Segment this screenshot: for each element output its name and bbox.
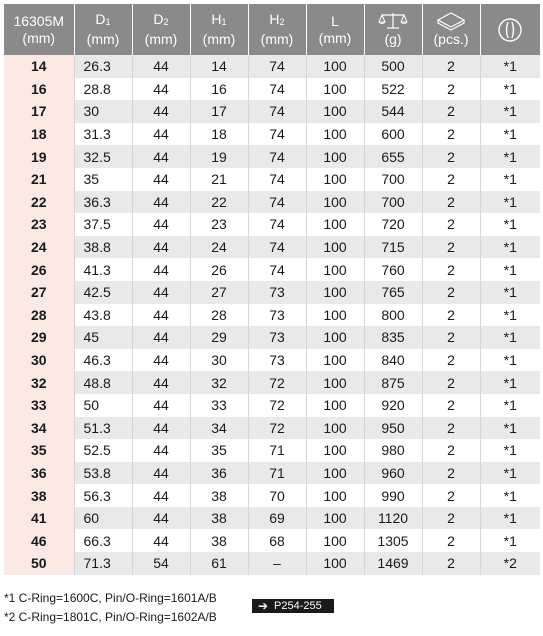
cell-d2: 44 [132,529,190,552]
cell-d1: 37.5 [74,213,132,236]
cell-ring: *1 [480,304,540,327]
cell-d2: 44 [132,439,190,462]
header-label [4,13,74,30]
cell-weight: 655 [364,145,422,168]
cell-d2: 44 [132,55,190,78]
cell-h1: 35 [190,439,248,462]
cell-weight: 950 [364,417,422,440]
cell-l: 100 [306,529,364,552]
cell-h1: 27 [190,281,248,304]
cell-weight: 700 [364,191,422,214]
cell-ring: *1 [480,236,540,259]
cell-d2: 44 [132,281,190,304]
cell-d2: 44 [132,168,190,191]
header-quantity [422,4,480,55]
cell-h1: 18 [190,123,248,146]
table-row [4,236,540,259]
cell-ring: *1 [480,417,540,440]
header-ring [480,4,540,55]
footnotes [4,589,217,627]
table-row [4,326,540,349]
table-row [4,191,540,214]
cell-l: 100 [306,439,364,462]
cell-quantity: 2 [422,78,480,101]
cell-h1: 14 [190,55,248,78]
cell-d2: 44 [132,371,190,394]
header-unit: (mm) [202,31,236,47]
cell-size: 22 [4,191,74,214]
table-row [4,168,540,191]
cell-h2: 73 [248,281,306,304]
cell-size: 36 [4,462,74,485]
cell-h1: 16 [190,78,248,101]
cell-h2: 71 [248,462,306,485]
cell-weight: 720 [364,213,422,236]
cell-l: 100 [306,394,364,417]
cell-d2: 44 [132,191,190,214]
cell-weight: 600 [364,123,422,146]
table-row [4,462,540,485]
cell-size: 24 [4,236,74,259]
cell-ring: *1 [480,191,540,214]
cell-l: 100 [306,191,364,214]
cell-size: 33 [4,394,74,417]
cell-ring: *1 [480,484,540,507]
cell-d1: 60 [74,507,132,530]
table-row [4,371,540,394]
cell-weight: 835 [364,326,422,349]
cell-size: 21 [4,168,74,191]
table-row [4,349,540,372]
header-unit: (mm) [144,31,178,47]
cell-ring: *1 [480,78,540,101]
cell-quantity: 2 [422,371,480,394]
cell-l: 100 [306,236,364,259]
cell-weight: 875 [364,371,422,394]
cell-d2: 44 [132,507,190,530]
cell-h1: 61 [190,552,248,575]
table-row [4,123,540,146]
cell-ring: *1 [480,213,540,236]
cell-l: 100 [306,55,364,78]
cell-d2: 44 [132,484,190,507]
cell-ring: *1 [480,55,540,78]
cell-l: 100 [306,258,364,281]
cell-d1: 35 [74,168,132,191]
cell-h2: 74 [248,55,306,78]
cell-d1: 41.3 [74,258,132,281]
cell-size: 41 [4,507,74,530]
cell-quantity: 2 [422,100,480,123]
header-h1 [190,4,248,55]
cell-weight: 960 [364,462,422,485]
header-subscript: 2 [163,17,169,27]
table-row [4,417,540,440]
cell-d2: 44 [132,417,190,440]
cell-l: 100 [306,100,364,123]
cell-quantity: 2 [422,484,480,507]
table-row [4,78,540,101]
cell-size: 50 [4,552,74,575]
header-label [191,11,248,31]
cell-h1: 29 [190,326,248,349]
cell-h2: 74 [248,100,306,123]
table-row [4,100,540,123]
cell-size: 27 [4,281,74,304]
header-subscript: 1 [221,17,227,27]
cell-d1: 66.3 [74,529,132,552]
cell-h2: 74 [248,78,306,101]
cell-l: 100 [306,349,364,372]
cell-weight: 765 [364,281,422,304]
cell-ring: *1 [480,371,540,394]
cell-quantity: 2 [422,191,480,214]
cell-size: 35 [4,439,74,462]
cell-d1: 38.8 [74,236,132,259]
ring-pin-icon [481,17,541,43]
header-main: D [95,11,106,27]
cell-ring: *1 [480,462,540,485]
cell-h1: 33 [190,394,248,417]
header-weight [364,4,422,55]
cell-d2: 44 [132,462,190,485]
cell-l: 100 [306,507,364,530]
cell-quantity: 2 [422,236,480,259]
header-subscript: 1 [105,17,111,27]
page-reference-label: P254-255 [274,600,322,612]
cell-ring: *1 [480,145,540,168]
cell-h1: 38 [190,507,248,530]
table-row [4,552,540,575]
cell-size: 26 [4,258,74,281]
cell-size: 29 [4,326,74,349]
cell-ring: *1 [480,439,540,462]
cell-ring: *1 [480,326,540,349]
cell-h2: 72 [248,417,306,440]
table-row [4,529,540,552]
cell-size: 19 [4,145,74,168]
cell-ring: *1 [480,507,540,530]
cell-weight: 1469 [364,552,422,575]
cell-h2: 72 [248,371,306,394]
cell-ring: *1 [480,258,540,281]
cell-ring: *1 [480,168,540,191]
cell-ring: *1 [480,281,540,304]
cell-d1: 42.5 [74,281,132,304]
cell-d2: 44 [132,258,190,281]
cell-quantity: 2 [422,55,480,78]
header-l [306,4,364,55]
cell-ring: *2 [480,552,540,575]
cell-h1: 38 [190,484,248,507]
cell-quantity: 2 [422,349,480,372]
header-unit: (mm) [318,29,352,46]
cell-d2: 54 [132,552,190,575]
cell-size: 38 [4,484,74,507]
cell-l: 100 [306,371,364,394]
header-label [75,11,132,31]
cell-d2: 44 [132,123,190,146]
spec-table [4,4,540,575]
cell-size: 32 [4,371,74,394]
cell-d1: 36.3 [74,191,132,214]
cell-d1: 50 [74,394,132,417]
cell-d2: 44 [132,78,190,101]
cell-quantity: 2 [422,168,480,191]
package-icon [423,11,480,31]
cell-d1: 51.3 [74,417,132,440]
page-reference[interactable] [252,599,334,613]
arrow-right-icon: ➔ [257,599,269,613]
cell-h1: 36 [190,462,248,485]
cell-weight: 715 [364,236,422,259]
header-unit: (pcs.) [433,31,469,47]
header-size [4,4,74,55]
table-row [4,394,540,417]
cell-weight: 760 [364,258,422,281]
cell-h2: 74 [248,123,306,146]
cell-weight: 500 [364,55,422,78]
cell-ring: *1 [480,394,540,417]
cell-l: 100 [306,484,364,507]
cell-h1: 17 [190,100,248,123]
cell-d1: 56.3 [74,484,132,507]
cell-h1: 22 [190,191,248,214]
cell-d2: 44 [132,349,190,372]
cell-l: 100 [306,552,364,575]
cell-l: 100 [306,213,364,236]
cell-size: 16 [4,78,74,101]
cell-weight: 840 [364,349,422,372]
cell-d2: 44 [132,236,190,259]
cell-quantity: 2 [422,304,480,327]
cell-l: 100 [306,168,364,191]
cell-quantity: 2 [422,439,480,462]
footnote-1: *1 C-Ring=1600C, Pin/O-Ring=1601A/B [4,591,217,605]
table-row [4,439,540,462]
header-unit: (mm) [22,29,56,46]
cell-quantity: 2 [422,462,480,485]
cell-size: 34 [4,417,74,440]
cell-l: 100 [306,281,364,304]
header-h2 [248,4,306,55]
cell-h1: 34 [190,417,248,440]
cell-weight: 800 [364,304,422,327]
cell-h2: 69 [248,507,306,530]
cell-h1: 38 [190,529,248,552]
cell-ring: *1 [480,100,540,123]
cell-weight: 522 [364,78,422,101]
cell-l: 100 [306,417,364,440]
cell-h2: 74 [248,258,306,281]
cell-weight: 980 [364,439,422,462]
cell-quantity: 2 [422,417,480,440]
cell-l: 100 [306,326,364,349]
cell-ring: *1 [480,529,540,552]
cell-d1: 46.3 [74,349,132,372]
cell-quantity: 2 [422,326,480,349]
cell-quantity: 2 [422,258,480,281]
header-subscript: 2 [279,17,285,27]
table-row [4,258,540,281]
cell-size: 30 [4,349,74,372]
cell-d1: 71.3 [74,552,132,575]
cell-weight: 700 [364,168,422,191]
cell-quantity: 2 [422,281,480,304]
cell-weight: 1305 [364,529,422,552]
cell-h2: 73 [248,349,306,372]
cell-quantity: 2 [422,394,480,417]
cell-h2: 74 [248,191,306,214]
header-label [307,13,364,30]
cell-d1: 28.8 [74,78,132,101]
table-row [4,507,540,530]
cell-d1: 53.8 [74,462,132,485]
cell-size: 28 [4,304,74,327]
cell-h2: 74 [248,145,306,168]
header-unit: (g) [384,31,402,47]
header-label [133,11,190,31]
cell-quantity: 2 [422,507,480,530]
cell-quantity: 2 [422,123,480,146]
cell-weight: 920 [364,394,422,417]
cell-h1: 21 [190,168,248,191]
table-row [4,304,540,327]
table-row [4,213,540,236]
header-unit: (mm) [86,31,120,47]
cell-h1: 28 [190,304,248,327]
cell-d1: 30 [74,100,132,123]
cell-d1: 32.5 [74,145,132,168]
cell-h1: 19 [190,145,248,168]
cell-size: 18 [4,123,74,146]
table-body [4,55,540,575]
cell-h1: 24 [190,236,248,259]
cell-h2: 74 [248,168,306,191]
cell-l: 100 [306,304,364,327]
header-row [4,4,540,55]
cell-ring: *1 [480,123,540,146]
cell-d2: 44 [132,326,190,349]
table-row [4,281,540,304]
cell-size: 46 [4,529,74,552]
cell-h2: – [248,552,306,575]
cell-l: 100 [306,462,364,485]
cell-d2: 44 [132,394,190,417]
cell-h2: 73 [248,304,306,327]
footnote-2: *2 C-Ring=1801C, Pin/O-Ring=1602A/B [4,610,217,624]
cell-h2: 70 [248,484,306,507]
cell-h2: 73 [248,326,306,349]
cell-h1: 26 [190,258,248,281]
cell-d2: 44 [132,304,190,327]
header-main: H [211,11,222,27]
cell-weight: 1120 [364,507,422,530]
scale-icon [365,11,422,31]
header-main: 16305M [13,12,65,29]
cell-quantity: 2 [422,529,480,552]
cell-d1: 43.8 [74,304,132,327]
cell-d1: 45 [74,326,132,349]
cell-l: 100 [306,145,364,168]
table-row [4,55,540,78]
table-row [4,145,540,168]
header-d1 [74,4,132,55]
cell-size: 23 [4,213,74,236]
cell-l: 100 [306,123,364,146]
cell-d2: 44 [132,100,190,123]
cell-d2: 44 [132,145,190,168]
cell-d2: 44 [132,213,190,236]
table-row [4,484,540,507]
cell-quantity: 2 [422,213,480,236]
header-unit: (mm) [260,31,294,47]
cell-size: 14 [4,55,74,78]
cell-h2: 74 [248,236,306,259]
cell-size: 17 [4,100,74,123]
cell-h1: 30 [190,349,248,372]
cell-d1: 26.3 [74,55,132,78]
header-main: D [153,11,164,27]
cell-h2: 74 [248,213,306,236]
cell-weight: 990 [364,484,422,507]
cell-h2: 72 [248,394,306,417]
cell-quantity: 2 [422,552,480,575]
cell-weight: 544 [364,100,422,123]
cell-h1: 23 [190,213,248,236]
header-main: L [331,12,339,29]
header-label [249,11,306,31]
cell-quantity: 2 [422,145,480,168]
cell-d1: 52.5 [74,439,132,462]
cell-d1: 31.3 [74,123,132,146]
header-d2 [132,4,190,55]
cell-l: 100 [306,78,364,101]
cell-h2: 68 [248,529,306,552]
cell-d1: 48.8 [74,371,132,394]
cell-h1: 32 [190,371,248,394]
cell-h2: 71 [248,439,306,462]
cell-ring: *1 [480,349,540,372]
header-main: H [269,11,280,27]
